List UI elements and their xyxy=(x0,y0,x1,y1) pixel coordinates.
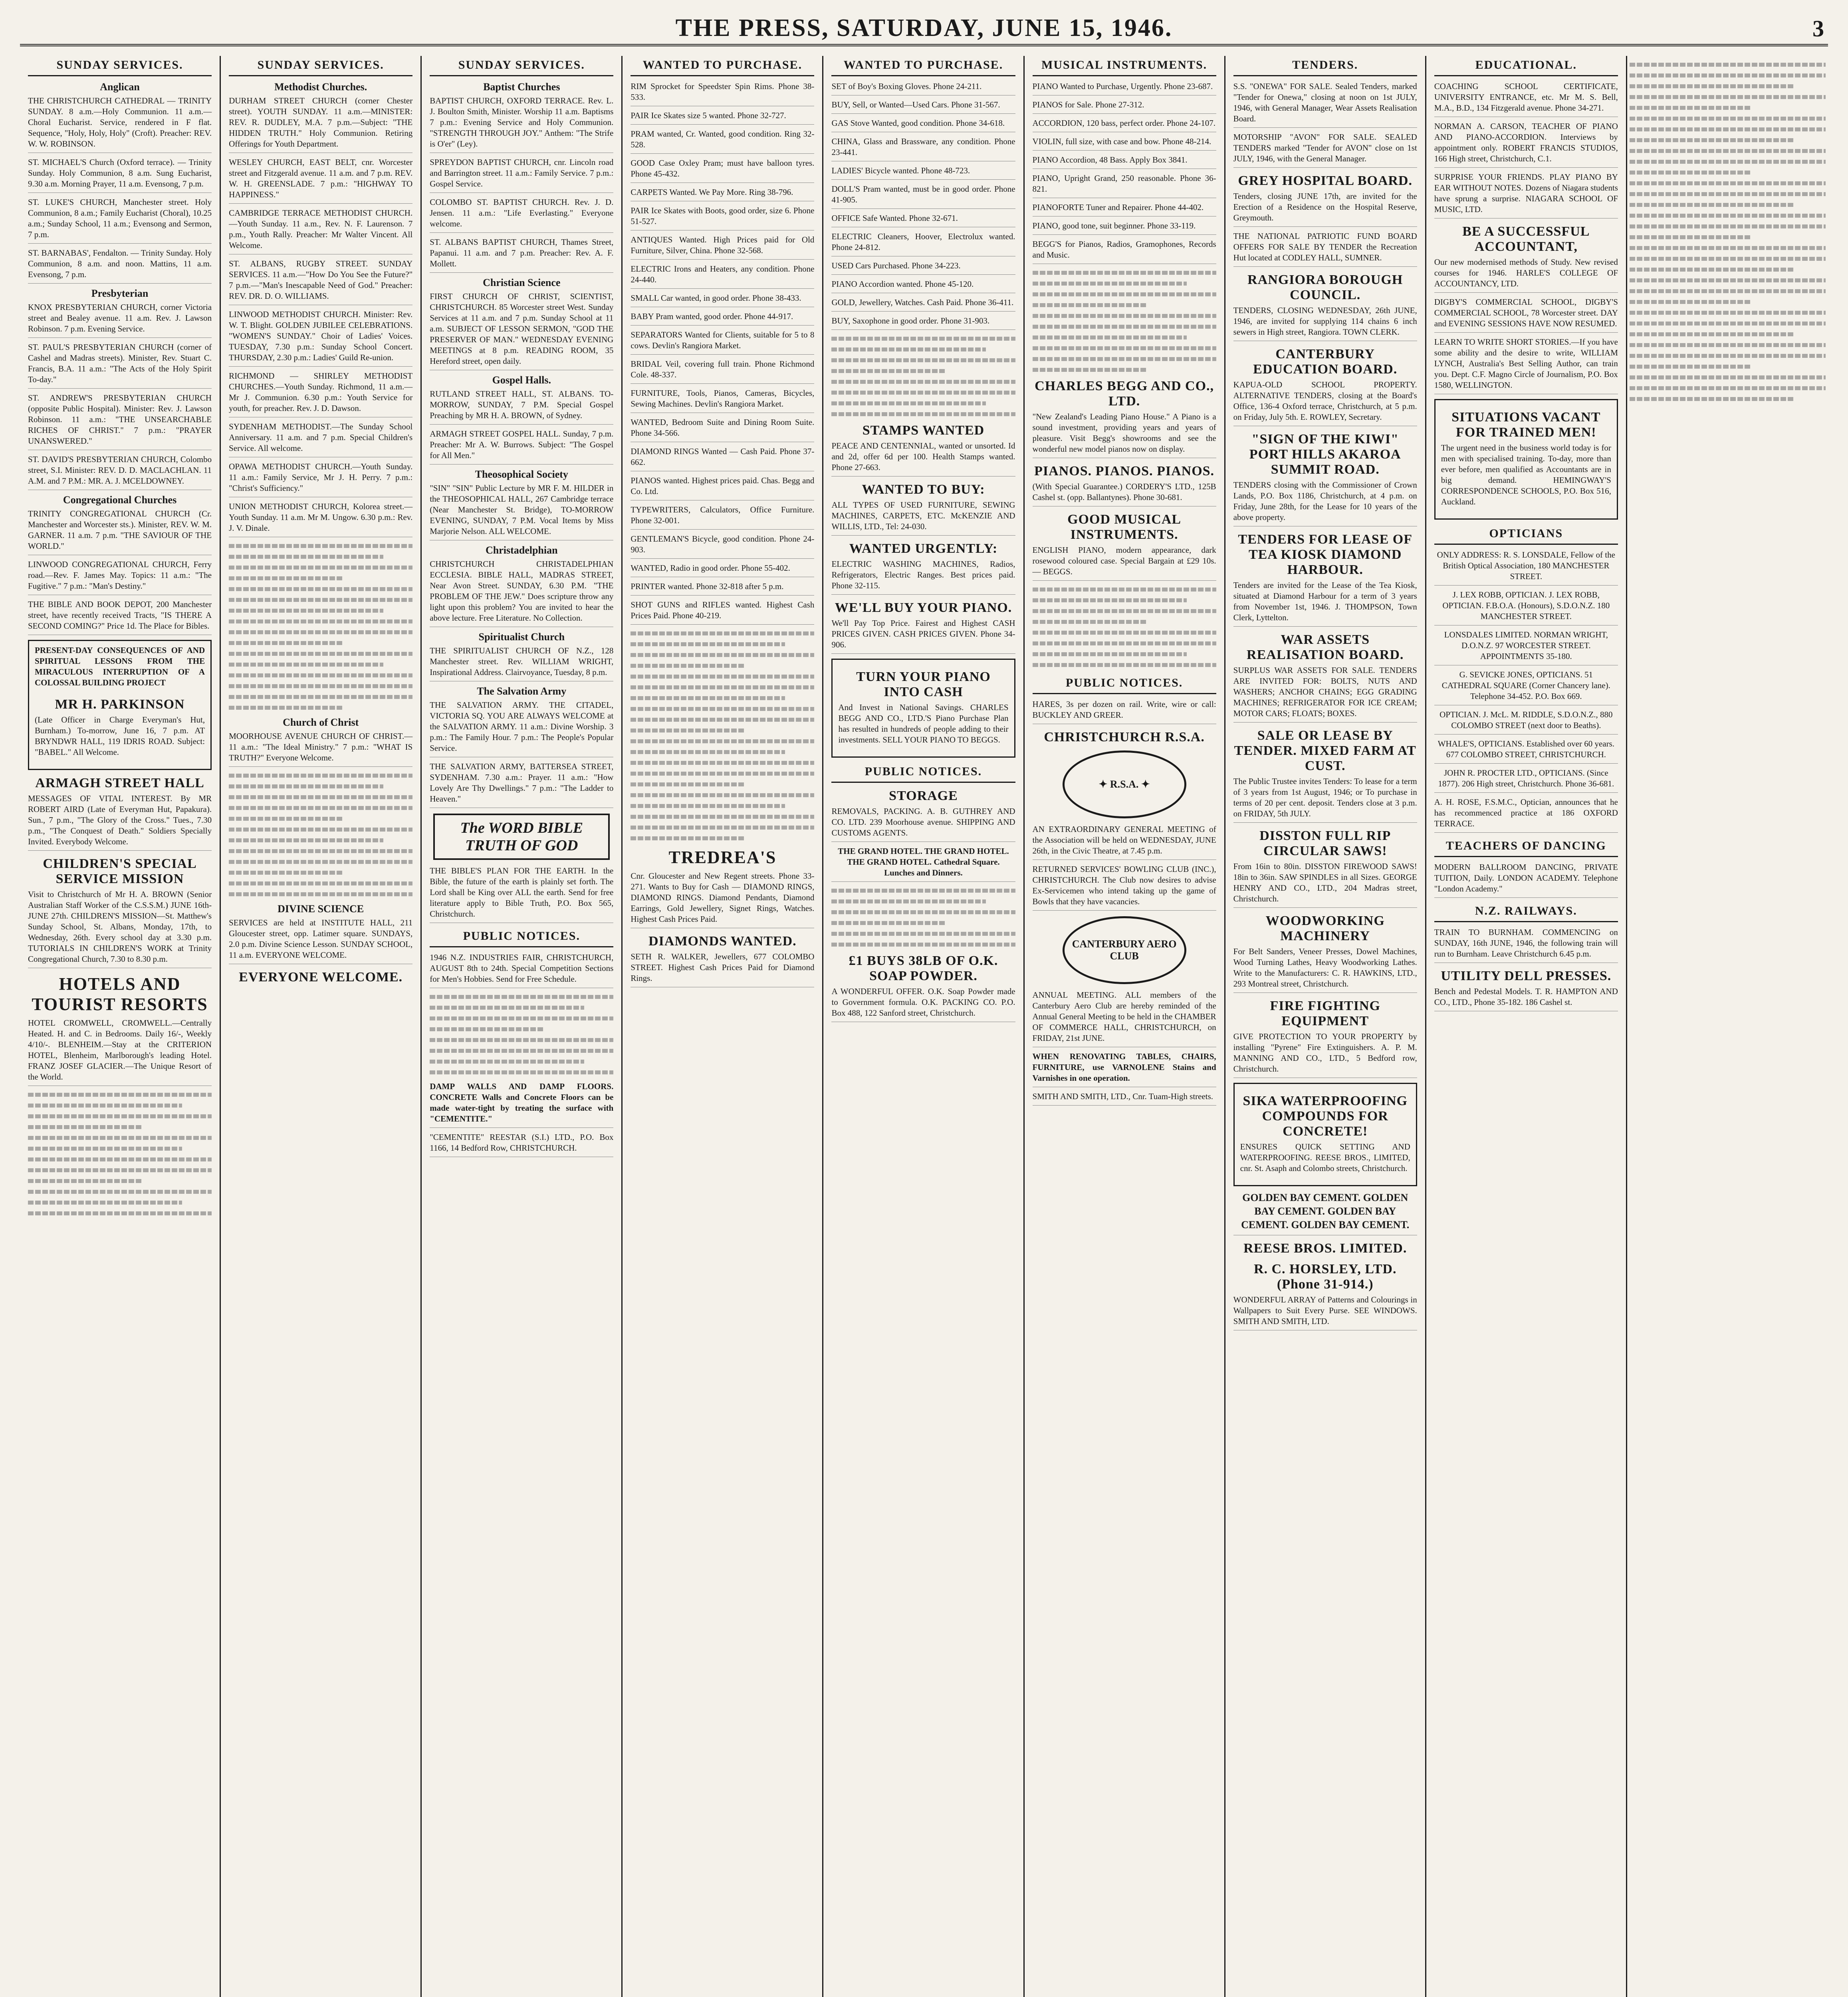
seth-walker-detail: SETH R. WALKER, Jewellers, 677 COLOMBO STREET. Highest Cash Prices Paid for Diamond Rings. xyxy=(631,951,814,987)
rsa-emblem-glyph: ✦ R.S.A. ✦ xyxy=(1098,778,1150,790)
childrens-mission-detail: Visit to Christchurch of Mr H. A. BROWN (Senior Australian Staff Worker of the C.S.S.M.) JUNE 16th-JUNE 27th. CHILDREN'S MISSION—St. Matthew's Sunday School, St. Albans, Monday, 17th, to Wednesday, 26th. Every school day at 3.30 p.m. TUTORIALS IN CHILDREN'S WORK at Trinity Congregational Church, 7.30 to 8.30 p.m. xyxy=(28,889,212,968)
classified-ad: ELECTRIC Irons and Heaters, any condition. Phone 24-440. xyxy=(631,264,814,289)
classified-ad: VIOLIN, full size, with case and bow. Phone 48-214. xyxy=(1033,136,1216,151)
pianos-detail: (With Special Guarantee.) CORDERY'S LTD., 125B Cashel st. (opp. Ballantynes). Phone 30-681. xyxy=(1033,481,1216,506)
rsa-general-meeting: AN EXTRAORDINARY GENERAL MEETING of the Association will be held on WEDNESDAY, JUNE 26th, in the Civic Theatre, at 7.45 p.m. xyxy=(1033,824,1216,860)
teachers-dancing-header: TEACHERS OF DANCING xyxy=(1434,837,1618,857)
notice-trinity-congregational: TRINITY CONGREGATIONAL CHURCH (Cr. Manchester and Worcester sts.). Minister, REV. W. M. GARNER. 11 a.m. 7 p.m. "THE SAVIOUR OF THE WORLD." xyxy=(28,508,212,555)
notice-rutland: RUTLAND STREET HALL, ST. ALBANS. TO-MORROW, SUNDAY, 7 P.M. Special Gospel Preaching by MR H. A. BROWN, of Sydney. xyxy=(430,389,613,425)
grand-hotel: THE GRAND HOTEL. THE GRAND HOTEL. THE GRAND HOTEL. Cathedral Square. Lunches and Dinners. xyxy=(831,846,1015,882)
notice-salvation-sydenham: THE SALVATION ARMY, BATTERSEA STREET, SYDENHAM. 7.30 a.m.: Prayer. 11 a.m.: "How Lovely Are Thy Dwellings." 7 p.m.: "The Ladder to Heaven." xyxy=(430,761,613,808)
page-number: 3 xyxy=(1812,16,1824,42)
notice-st-albans: ST. ALBANS, RUGBY STREET. SUNDAY SERVICES. 11 a.m.—"How Do You See the Future?" 7 p.m.—"Man's Inescapable Need of God." Preacher: REV. DR. D. O. WILLIAMS. xyxy=(229,258,412,305)
public-notices-header: PUBLIC NOTICES. xyxy=(831,762,1015,783)
war-assets-detail: SURPLUS WAR ASSETS FOR SALE. TENDERS ARE INVITED FOR: BOLTS, NUTS AND WASHERS; ANCHOR CHAINS; EGG GRADING MACHINES; REFRIGERATOR FOR ICE CREAM; MOTOR CARS; FLOATS; BOXES. xyxy=(1233,665,1417,723)
classified-ad: CHINA, Glass and Brassware, any condition. Phone 23-441. xyxy=(831,136,1015,161)
storage-detail: REMOVALS, PACKING. A. B. GUTHREY AND CO. LTD. 239 Moorhouse avenue. SHIPPING AND CUSTOMS AGENTS. xyxy=(831,806,1015,842)
storage-heading: STORAGE xyxy=(889,788,958,803)
fine-print xyxy=(831,889,1015,947)
parkinson-detail: (Late Officer in Charge Everyman's Hut, Burnham.) To-morrow, June 16, 7 p.m. AT BRYNDWR HALL, 119 IDRIS ROAD. Subject: "BABEL." All Welcome. xyxy=(35,715,205,757)
optician-riddle: OPTICIAN. J. McL. M. RIDDLE, S.D.O.N.Z., 880 COLOMBO STREET (next door to Beaths). xyxy=(1434,709,1618,734)
fine-print xyxy=(28,1093,212,1215)
sika-heading: SIKA WATERPROOFING COMPOUNDS FOR CONCRETE! xyxy=(1243,1094,1408,1139)
horsley: R. C. HORSLEY, LTD. (Phone 31-914.) xyxy=(1253,1262,1397,1292)
good-music-heading: GOOD MUSICAL INSTRUMENTS. xyxy=(1067,512,1182,542)
grey-hospital-detail: Tenders, closing JUNE 17th, are invited for the Erection of a Residence on the Hospital Reserve, Greymouth. xyxy=(1233,191,1417,227)
wanted-urgently-detail: ELECTRIC WASHING MACHINES, Radios, Refrigerators, Electric Ranges. Best prices paid. Phone 32-115. xyxy=(831,559,1015,595)
classified-ad: ACCORDION, 120 bass, perfect order. Phone 24-107. xyxy=(1033,118,1216,132)
disston-heading: DISSTON FULL RIP CIRCULAR SAWS! xyxy=(1259,828,1391,858)
column-3 xyxy=(422,56,623,1997)
notice-armagh-gospel: ARMAGH STREET GOSPEL HALL. Sunday, 7 p.m. Preacher: Mr A. W. Burrows. Subject: "The Gospel for All Men." xyxy=(430,429,613,465)
notice-christadelphian: CHRISTCHURCH CHRISTADELPHIAN ECCLESIA. BIBLE HALL, MADRAS STREET, Near Avon Street. SUNDAY, 6.30 P.M. "THE PROBLEM OF THE JEW." Does scripture throw any light upon this problem? You are invited to hear the above lecture. Free Literature. No Collection. xyxy=(430,559,613,627)
classified-ad: PAIR Ice Skates size 5 wanted. Phone 32-727. xyxy=(631,110,814,125)
notice-cementite: "CEMENTITE" REESTAR (S.I.) LTD., P.O. Box 1166, 14 Bedford Row, CHRISTCHURCH. xyxy=(430,1132,613,1157)
good-music-detail: ENGLISH PIANO, modern appearance, dark rosewood coloured case. Special Bargain at £29 10s. — BEGGS. xyxy=(1033,545,1216,581)
notice-cambridge: CAMBRIDGE TERRACE METHODIST CHURCH.—Youth Sunday. 11 a.m., Rev. N. F. Laurenson. 7 p.m., Youth Rally. Preacher: Mr Walter Vincent. All Welcome. xyxy=(229,208,412,254)
accountancy-detail: Our new modernised methods of Study. New revised courses for 1946. HARLE'S COLLEGE OF ACCOUNTANCY, LTD. xyxy=(1434,257,1618,293)
educational-carson: NORMAN A. CARSON, TEACHER OF PIANO AND PIANO-ACCORDION. Interviews by appointment only. ROBERT FRANCIS STUDIOS, 166 High street, Christchurch, C.1. xyxy=(1434,121,1618,168)
classified-ad: DIAMOND RINGS Wanted — Cash Paid. Phone 37-662. xyxy=(631,446,814,471)
column-1 xyxy=(20,56,221,1997)
pianos-heading: PIANOS. PIANOS. PIANOS. xyxy=(1034,464,1215,478)
section-header: WANTED TO PURCHASE. xyxy=(631,56,814,76)
optician-lonsdales-ltd: LONSDALES LIMITED. NORMAN WRIGHT, D.O.N.Z. 97 WORCESTER STREET. APPOINTMENTS 35-180. xyxy=(1434,629,1618,665)
classified-ad: PRINTER wanted. Phone 32-818 after 5 p.m. xyxy=(631,581,814,596)
section-heading-christian-science: Christian Science xyxy=(483,277,561,288)
golden-bay-cement: GOLDEN BAY CEMENT. GOLDEN BAY CEMENT. GOLDEN BAY CEMENT. GOLDEN BAY CEMENT. xyxy=(1233,1191,1417,1235)
classified-ad: PIANO, Upright Grand, 250 reasonable. Phone 36-821. xyxy=(1033,173,1216,198)
classified-ad: PIANO Accordion wanted. Phone 45-120. xyxy=(831,279,1015,293)
notice-bible-depot: THE BIBLE AND BOOK DEPOT, 200 Manchester street, have recently received Tracts, "IS THERE A SECOND COMING?" Price 1d. The Place for Bibles. xyxy=(28,599,212,635)
utility-heading: UTILITY DELL PRESSES. xyxy=(1441,969,1612,983)
notice-st-andrews: ST. ANDREW'S PRESBYTERIAN CHURCH (opposite Public Hospital). Minister: Rev. J. Lawson Robinson. 11 a.m.: "THE UNSEARCHABLE RICHES OF CHRIST." 7 p.m.: "PRAYER UNANSWERED." xyxy=(28,393,212,450)
turn-piano-detail: And Invest in National Savings. CHARLES BEGG AND CO., LTD.'S Piano Purchase Plan has resulted in hundreds of people adding to their investments. SELL YOUR PIANO TO BEGGS. xyxy=(838,703,1009,744)
tredreas-detail: Cnr. Gloucester and New Regent streets. Phone 33-271. Wants to Buy for Cash — DIAMOND RINGS, DIAMOND RINGS. Diamond Pendants, Diamond Earrings, Gold Jewellery, Signet Rings, Watches. Highest Cash Prices Paid. xyxy=(631,871,814,928)
classified-ad: BUY, Saxophone in good order. Phone 31-903. xyxy=(831,316,1015,330)
classified-ad: PIANO, good tone, suit beginner. Phone 33-119. xyxy=(1033,220,1216,235)
rangiora-heading: RANGIORA BOROUGH COUNCIL. xyxy=(1247,272,1403,302)
section-heading-gospel-halls: Gospel Halls. xyxy=(492,374,551,386)
tredreas-heading: TREDREA'S xyxy=(668,848,777,867)
notice-industries-fair: 1946 N.Z. INDUSTRIES FAIR, CHRISTCHURCH, AUGUST 8th to 24th. Special Competition Sections for Men's Hobbies. Send for Free Schedule. xyxy=(430,952,613,988)
masthead xyxy=(20,12,1828,46)
sign-of-kiwi-heading: "SIGN OF THE KIWI" PORT HILLS AKAROA SUMMIT ROAD. xyxy=(1249,432,1401,477)
section-heading-baptist: Baptist Churches xyxy=(483,81,560,93)
classified-ad: SMALL Car wanted, in good order. Phone 38-433. xyxy=(631,293,814,307)
notice-spiritualist: THE SPIRITUALIST CHURCH OF N.Z., 128 Manchester street. Rev. WILLIAM WRIGHT, Inspirational Address. Clairvoyance, Tuesday, 8 p.m. xyxy=(430,645,613,681)
hotels-detail: HOTEL CROMWELL, CROMWELL.—Centrally Heated. H. and C. in Bedrooms. Daily 16/-, Weekly 4/10/-. BLENHEIM.—Stay at the CRITERION HOTEL, Blenheim, Marlborough's leading Hotel. FRANZ JOSEF GLACIER.—The Unique Resort of the World. xyxy=(28,1018,212,1086)
tea-kiosk-heading: TENDERS FOR LEASE OF TEA KIOSK DIAMOND HARBOUR. xyxy=(1238,532,1412,577)
situations-vacant-ad xyxy=(1434,399,1618,520)
accountancy-heading: BE A SUCCESSFUL ACCOUNTANT, xyxy=(1462,224,1590,254)
classified-ad: CARPETS Wanted. We Pay More. Ring 38-796. xyxy=(631,187,814,201)
classified-ad: PAIR Ice Skates with Boots, good order, size 6. Phone 51-527. xyxy=(631,205,814,230)
section-heading-christadelphian: Christadelphian xyxy=(485,544,558,556)
wanted-urgently-heading: WANTED URGENTLY: xyxy=(849,541,998,556)
classified-ad: GENTLEMAN'S Bicycle, good condition. Phone 24-903. xyxy=(631,534,814,559)
classified-ad: LADIES' Bicycle wanted. Phone 48-723. xyxy=(831,165,1015,180)
fine-print xyxy=(229,774,412,896)
parkinson-ad xyxy=(28,640,212,770)
parkinson-heading: PRESENT-DAY CONSEQUENCES OF AND SPIRITUAL LESSONS FROM THE MIRACULOUS INTERRUPTION OF A COLOSSAL BUILDING PROJECT xyxy=(35,645,205,687)
rsa-heading: CHRISTCHURCH R.S.A. xyxy=(1044,730,1205,744)
opticians-header: OPTICIANS xyxy=(1434,524,1618,545)
column-2 xyxy=(221,56,422,1997)
notice-spreydon-baptist: SPREYDON BAPTIST CHURCH, cnr. Lincoln road and Barrington street. 11 a.m.: Family Service. 7 p.m.: Gospel Service. xyxy=(430,157,613,193)
section-header: SUNDAY SERVICES. xyxy=(229,56,412,76)
notice-bowling-club: RETURNED SERVICES' BOWLING CLUB (INC.), CHRISTCHURCH. The Club now desires to advise Ex-Servicemen who intend taking up the game of Bowls that they have vacancies. xyxy=(1033,864,1216,911)
turn-piano-ad xyxy=(831,659,1015,758)
classified-ad: SHOT GUNS and RIFLES wanted. Highest Cash Prices Paid. Phone 40-219. xyxy=(631,599,814,625)
educational-digby: DIGBY'S COMMERCIAL SCHOOL, DIGBY'S COMMERCIAL SCHOOL, 78 Worcester street. DAY and EVENING SESSIONS HAVE NOW RESUMED. xyxy=(1434,297,1618,333)
notice-wesley: WESLEY CHURCH, EAST BELT, cnr. Worcester street and Fitzgerald avenue. 11 a.m. and 7 p.m. REV. W. H. GREENSLADE. 7 p.m.: "HIGHWAY TO HAPPINESS." xyxy=(229,157,412,204)
reese-bros: REESE BROS. LIMITED. xyxy=(1243,1241,1407,1256)
woodworking-heading: WOODWORKING MACHINERY xyxy=(1265,913,1385,943)
classified-ad: DOLL'S Pram wanted, must be in good order. Phone 41-905. xyxy=(831,184,1015,209)
classified-ad: PRAM wanted, Cr. Wanted, good condition. Ring 32-528. xyxy=(631,129,814,154)
classified-ad: PIANOFORTE Tuner and Repairer. Phone 44-402. xyxy=(1033,202,1216,216)
armagh-heading: ARMAGH STREET HALL xyxy=(35,776,204,790)
notice-moorhouse: MOORHOUSE AVENUE CHURCH OF CHRIST.—11 a.m.: "The Ideal Ministry." 7 p.m.: "WHAT IS TRUTH?" Everyone Welcome. xyxy=(229,731,412,767)
column-5 xyxy=(823,56,1024,1997)
notice-sydenham: SYDENHAM METHODIST.—The Sunday School Anniversary. 11 a.m. and 7 p.m. Special Children's Service. All welcome. xyxy=(229,421,412,457)
fine-print xyxy=(631,631,814,840)
begg-heading: CHARLES BEGG AND CO., LTD. xyxy=(1035,379,1214,409)
sign-of-kiwi-detail: TENDERS closing with the Commissioner of Crown Lands, P.O. Box 1186, Christchurch, at 4 p.m. on Friday, June 28th, for the Lease for 10 years of the above property. xyxy=(1233,480,1417,526)
section-heading-church-of-christ: Church of Christ xyxy=(283,717,359,728)
public-notices-header: PUBLIC NOTICES. xyxy=(1033,674,1216,694)
classified-ad: FURNITURE, Tools, Pianos, Cameras, Bicycles, Sewing Machines. Devlin's Rangiora Market. xyxy=(631,388,814,413)
notice-hares: HARES, 3s per dozen on rail. Write, wire or call: BUCKLEY AND GREER. xyxy=(1033,699,1216,724)
fine-print xyxy=(1033,588,1216,667)
optician-sevicke-jones: G. SEVICKE JONES, OPTICIANS. 51 CATHEDRAL SQUARE (Corner Chancery lane). Telephone 34-452. P.O. Box 669. xyxy=(1434,669,1618,705)
notice-colombo-baptist: COLOMBO ST. BAPTIST CHURCH. Rev. J. D. Jensen. 11 a.m.: "Life Everlasting." Everyone welcome. xyxy=(430,197,613,233)
varnolene-heading: WHEN RENOVATING TABLES, CHAIRS, FURNITURE, use VARNOLENE Stains and Varnishes in one operation. xyxy=(1033,1051,1216,1087)
section-header: SUNDAY SERVICES. xyxy=(28,56,212,76)
sika-ad xyxy=(1233,1083,1417,1186)
armagh-detail: MESSAGES OF VITAL INTEREST. By MR ROBERT AIRD (Late of Everyman Hut, Papakura). Sun., 7 p.m., "The Glory of the Cross." Tues., 7.30 p.m., "The Conquest of Death." Soldiers Specially Invited. Everybody Welcome. xyxy=(28,793,212,851)
section-heading-methodist: Methodist Churches. xyxy=(274,81,367,93)
notice-st-albans-baptist: ST. ALBANS BAPTIST CHURCH, Thames Street, Papanui. 11 a.m. and 7 p.m. Preacher: Rev. A. F. Mollett. xyxy=(430,237,613,273)
stamps-wanted-heading: STAMPS WANTED xyxy=(862,423,985,438)
optician-rose: A. H. ROSE, F.S.M.C., Optician, announces that he has recommenced practice at 186 OXFORD TERRACE. xyxy=(1434,797,1618,833)
notice-damp-walls: DAMP WALLS AND DAMP FLOORS. CONCRETE Walls and Concrete Floors can be made water-tight by treating the surface with "CEMENTITE." xyxy=(430,1081,613,1128)
notice-linwood-congregational: LINWOOD CONGREGATIONAL CHURCH, Ferry road.—Rev. F. James May. Topics: 11 a.m.: "The Fugitive." 7 p.m.: "Man's Destiny." xyxy=(28,559,212,595)
classified-ad: WANTED, Bedroom Suite and Dining Room Suite. Phone 34-566. xyxy=(631,417,814,442)
turn-piano-heading: TURN YOUR PIANO INTO CASH xyxy=(856,669,991,699)
fine-print xyxy=(831,337,1015,416)
classified-ad: ANTIQUES Wanted. High Prices paid for Old Furniture, Silver, China. Phone 32-568. xyxy=(631,234,814,260)
wanted-to-buy-heading: WANTED TO BUY: xyxy=(862,482,985,497)
wanted-to-buy-detail: ALL TYPES OF USED FURNITURE, SEWING MACHINES, CARPETS, ETC. McKENZIE AND WILLIS, LTD., Tel: 24-030. xyxy=(831,500,1015,536)
notice-oxford-terrace-baptist: BAPTIST CHURCH, OXFORD TERRACE. Rev. L. J. Boulton Smith, Minister. Worship 11 a.m. Baptisms 7 p.m.: Evening Service and Holy Communion. "STRENGTH THROUGH JOY." Anthem: "The Strife is O'er" (Ley). xyxy=(430,95,613,153)
notice-richmond: RICHMOND — SHIRLEY METHODIST CHURCHES.—Youth Sunday. Richmond, 11 a.m.—Mr J. Communion. 6.30 p.m.: Youth Service for youth, for preacher. Rev. J. D. Dawson. xyxy=(229,371,412,417)
buy-piano-heading: WE'LL BUY YOUR PIANO. xyxy=(835,600,1012,615)
notice-st-barnabas: ST. BARNABAS', Fendalton. — Trinity Sunday. Holy Communion, 8 a.m. and noon. Mattins, 11 a.m. Evensong, 7 p.m. xyxy=(28,248,212,284)
varnolene-detail: SMITH AND SMITH, LTD., Cnr. Tuam-High streets. xyxy=(1033,1091,1216,1106)
classified-ad: PIANO Wanted to Purchase, Urgently. Phone 23-687. xyxy=(1033,81,1216,95)
notice-st-davids: ST. DAVID'S PRESBYTERIAN CHURCH, Colombo street, S.I. Minister: REV. D. D. MACLACHLAN. 11 A.M. and 7 P.M.: MR. A. J. MCELDOWNEY. xyxy=(28,454,212,490)
notice-theosophical: "SIN" "SIN" Public Lecture by MR F. M. HILDER in the THEOSOPHICAL HALL, 267 Cambridge terrace (Near Manchester St. Bridge), TO-MORROW EVENING, SUNDAY, 7 P.M. Vocal Items by Miss Marjorie Nelson. ALL WELCOME. xyxy=(430,483,613,540)
situations-heading: SITUATIONS VACANT FOR TRAINED MEN! xyxy=(1451,410,1601,440)
sika-detail: ENSURES QUICK SETTING AND WATERPROOFING. REESE BROS., LIMITED, cnr. St. Asaph and Colombo streets, Christchurch. xyxy=(1240,1142,1410,1173)
tender-national-patriotic: THE NATIONAL PATRIOTIC FUND BOARD OFFERS FOR SALE BY TENDER the Recreation Hut located at CODLEY HALL, SUMNER. xyxy=(1233,231,1417,267)
fine-print xyxy=(430,995,613,1074)
fine-print xyxy=(1630,63,1826,401)
aero-club-logo: CANTERBURY AERO CLUB xyxy=(1063,916,1186,984)
diamonds-wanted-heading: DIAMONDS WANTED. xyxy=(648,934,797,949)
classified-ad: BUY, Sell, or Wanted—Used Cars. Phone 31-567. xyxy=(831,99,1015,114)
notice-st-pauls: ST. PAUL'S PRESBYTERIAN CHURCH (corner of Cashel and Madras streets). Minister, Rev. Stuart C. Francis, B.A. 11 a.m.: "The Acts of the Holy Spirit To-day." xyxy=(28,342,212,389)
classified-ad: USED Cars Purchased. Phone 34-223. xyxy=(831,260,1015,275)
optician-procter: JOHN R. PROCTER LTD., OPTICIANS. (Since 1877). 206 High street, Christchurch. Phone 36-681. xyxy=(1434,768,1618,793)
classified-ad: SEPARATORS Wanted for Clients, suitable for 5 to 8 cows. Devlin's Rangiora Market. xyxy=(631,330,814,355)
section-heading-presbyterian: Presbyterian xyxy=(91,288,149,299)
optician-whales: WHALE'S, OPTICIANS. Established over 60 years. 677 COLOMBO STREET, CHRISTCHURCH. xyxy=(1434,738,1618,764)
classified-ad: WANTED, Radio in good order. Phone 55-402. xyxy=(631,563,814,577)
classified-ad: PIANOS wanted. Highest prices paid. Chas. Begg and Co. Ltd. xyxy=(631,475,814,500)
utility-detail: Bench and Pedestal Models. T. R. HAMPTON AND CO., LTD., Phone 35-182. 186 Cashel st. xyxy=(1434,986,1618,1011)
notice-st-michael: ST. MICHAEL'S Church (Oxford terrace). — Trinity Sunday. Holy Communion, 8 a.m. Sung Eucharist, 9.30 a.m. Morning Prayer, 11 a.m. Evensong, 7 p.m. xyxy=(28,157,212,193)
everyone-welcome: EVERYONE WELCOME. xyxy=(239,970,403,985)
ok-powder-detail: A WONDERFUL OFFER. O.K. Soap Powder made to Government formula. O.K. PACKING CO. P.O. Box 488, 122 Sanford street, Christchurch. xyxy=(831,986,1015,1022)
section-heading-anglican: Anglican xyxy=(100,81,140,93)
tender-avon: MOTORSHIP "AVON" FOR SALE. SEALED TENDERS marked "Tender for AVON" close on 1st JULY, 1946, with the General Manager. xyxy=(1233,132,1417,168)
classified-ad: TYPEWRITERS, Calculators, Office Furniture. Phone 32-001. xyxy=(631,504,814,530)
parkinson-speaker: MR H. PARKINSON xyxy=(55,697,185,712)
fine-print xyxy=(229,544,412,710)
stamps-detail: PEACE AND CENTENNIAL, wanted or unsorted. Id and 2d, offer 6d per 100. Health Stamps wanted. Phone 27-663. xyxy=(831,441,1015,476)
section-header: TENDERS. xyxy=(1233,56,1417,76)
rsa-emblem xyxy=(1063,750,1186,818)
notice-christian-science: FIRST CHURCH OF CHRIST, SCIENTIST, CHRISTCHURCH. 85 Worcester street West. Sunday Services at 11 a.m. and 7 p.m. Sunday School at 11 a.m. SUBJECT OF LESSON SERMON, "GOD THE PRESERVER OF MAN." WEDNESDAY EVENING MEETINGS at 8 p.m. READING ROOM, 35 Hereford street, open daily. xyxy=(430,291,613,370)
begg-detail: "New Zealand's Leading Piano House." A Piano is a sound investment, providing years and years of pleasure. Visit Begg's showrooms and see the wonderful new model pianos now on display. xyxy=(1033,411,1216,458)
classified-ad: PIANOS for Sale. Phone 27-312. xyxy=(1033,99,1216,114)
woodworking-detail: For Belt Sanders, Veneer Presses, Dowel Machines, Wood Turning Lathes, Heavy Woodworking Lathes. Write to the Manufacturers: C. R. HAWKINS, LTD., 293 Montreal street, Christchurch. xyxy=(1233,946,1417,993)
column-7 xyxy=(1225,56,1426,1997)
column-8 xyxy=(1426,56,1627,1997)
classified-ad: BABY Pram wanted, good order. Phone 44-917. xyxy=(631,311,814,326)
classified-ad: OFFICE Safe Wanted. Phone 32-671. xyxy=(831,213,1015,227)
war-assets-heading: WAR ASSETS REALISATION BOARD. xyxy=(1247,632,1404,662)
hotels-heading: HOTELS AND TOURIST RESORTS xyxy=(32,974,208,1014)
section-heading-congregational: Congregational Churches xyxy=(63,494,177,506)
column-4 xyxy=(623,56,823,1997)
nz-railways-header: N.Z. RAILWAYS. xyxy=(1434,902,1618,922)
mixed-farm-detail: The Public Trustee invites Tenders: To lease for a term of 3 years from 1st August, 1946; or To purchase in terms of 20 per cent. deposit. Tenders close at 3 p.m. on FRIDAY, 5th JULY. xyxy=(1233,776,1417,823)
classified-ad: GOLD, Jewellery, Watches. Cash Paid. Phone 36-411. xyxy=(831,297,1015,312)
section-heading-spiritualist: Spiritualist Church xyxy=(478,631,565,643)
rangiora-detail: TENDERS, CLOSING WEDNESDAY, 26th JUNE, 1946, are invited for supplying 114 chains 6 inch sewers in High street, Rangiora. TOWN CLERK. xyxy=(1233,305,1417,341)
classified-ad: RIM Sprocket for Speedster Spin Rims. Phone 38-533. xyxy=(631,81,814,106)
notice-cathedral: THE CHRISTCHURCH CATHEDRAL — TRINITY SUNDAY. 8 a.m.—Holy Communion. 11 a.m.—Choral Eucharist. Service, rendered in F flat. Sequence, "Holy, Holy, Holy" (Croft). Preacher: REV. W. W. ROBINSON. xyxy=(28,95,212,153)
notice-opawa: OPAWA METHODIST CHURCH.—Youth Sunday. 11 a.m.: Family Service, Mr J. H. Perry. 7 p.m.: "Christ's Sufficiency." xyxy=(229,461,412,497)
newspaper-title: THE PRESS, SATURDAY, JUNE 15, 1946. xyxy=(675,14,1173,42)
wallpaper-ad: WONDERFUL ARRAY of Patterns and Colourings in Wallpapers to Suit Every Purse. SEE WINDOWS. SMITH AND SMITH, LTD. xyxy=(1233,1294,1417,1330)
section-heading-salvation-army: The Salvation Army xyxy=(477,685,567,697)
column-6 xyxy=(1025,56,1225,1997)
buy-piano-detail: We'll Pay Top Price. Fairest and Highest CASH PRICES GIVEN. CASH PRICES GIVEN. Phone 34-906. xyxy=(831,618,1015,654)
section-header: EDUCATIONAL. xyxy=(1434,56,1618,76)
tea-kiosk-detail: Tenders are invited for the Lease of the Tea Kiosk, situated at Diamond Harbour for a term of 3 years from November 1st, 1946. J. THOMPSON, Town Clerk, Lyttelton. xyxy=(1233,580,1417,627)
classified-ad: SET of Boy's Boxing Gloves. Phone 24-211. xyxy=(831,81,1015,95)
teachers-dancing-detail: MODERN BALLROOM DANCING, PRIVATE TUITION, Daily. LONDON ACADEMY. Telephone "London Academy." xyxy=(1434,862,1618,898)
situations-detail: The urgent need in the business world today is for men with specialised training. To-day, more than ever before, men qualified as Accountants are in big demand. HEMINGWAY'S CORRESPONDENCE SCHOOLS, P.O. Box 516, Auckland. xyxy=(1441,443,1611,506)
classified-ad: GAS Stove Wanted, good condition. Phone 34-618. xyxy=(831,118,1015,132)
section-header: MUSICAL INSTRUMENTS. xyxy=(1033,56,1216,76)
notice-salvation-army: THE SALVATION ARMY. THE CITADEL, VICTORIA SQ. YOU ARE ALWAYS WELCOME at the SALVATION ARMY. 11 a.m.: Divine Worship. 3 p.m.: The Family Hour. 7 p.m.: The People's Popular Service. xyxy=(430,700,613,757)
notice-linwood-methodist: LINWOOD METHODIST CHURCH. Minister: Rev. W. T. Blight. GOLDEN JUBILEE CELEBRATIONS. "WOMEN'S SUNDAY." Choir of Ladies' Voices. TUESDAY, 7.30 p.m.: Sunday School Concert. THURSDAY, 2.30 p.m.: Ladies' Guild Re-union. xyxy=(229,309,412,367)
tender-onewa: S.S. "ONEWA" FOR SALE. Sealed Tenders, marked "Tender for Onewa," closing at noon on 1st JULY, 1946, with General Manager, Wear Assets Realisation Board. xyxy=(1233,81,1417,128)
optician-lonsdale: ONLY ADDRESS: R. S. LONSDALE, Fellow of the British Optical Association, 180 MANCHESTER STREET. xyxy=(1434,550,1618,586)
classified-ad: PIANO Accordion, 48 Bass. Apply Box 3841. xyxy=(1033,155,1216,169)
fire-fighting-detail: GIVE PROTECTION TO YOUR PROPERTY by installing "Pyrene" Fire Extinguishers. A. P. M. MANNING AND CO., LTD., 5 Bedford row, Christchurch. xyxy=(1233,1031,1417,1078)
childrens-mission-heading: CHILDREN'S SPECIAL SERVICE MISSION xyxy=(43,856,197,886)
columns xyxy=(20,56,1828,1997)
section-header: WANTED TO PURCHASE. xyxy=(831,56,1015,76)
classified-list xyxy=(631,81,814,625)
optician-lex-robb: J. LEX ROBB, OPTICIAN. J. LEX ROBB, OPTICIAN. F.B.O.A. (Honours), S.D.O.N.Z. 180 MANCHESTER STREET. xyxy=(1434,590,1618,625)
notice-bible-plan: THE BIBLE'S PLAN FOR THE EARTH. In the Bible, the future of the earth is plainly set forth. The Lord shall be King over ALL the earth. Send for free literature apply to Bible Truth, P.O. Box 565, Christchurch. xyxy=(430,865,613,923)
section-heading-divine-science: DIVINE SCIENCE xyxy=(278,903,364,915)
classified-ad: ELECTRIC Cleaners, Hoover, Electrolux wanted. Phone 24-812. xyxy=(831,231,1015,256)
fire-fighting-heading: FIRE FIGHTING EQUIPMENT xyxy=(1270,998,1380,1028)
notice-durham: DURHAM STREET CHURCH (corner Chester street). YOUTH SUNDAY. 11 a.m.—MINISTER: REV. R. DUDLEY, M.A. 7 p.m.—Subject: "THE HIDDEN TRUTH." Holy Communion. Retiring Offerings for Youth Department. xyxy=(229,95,412,153)
educational-niagara: SURPRISE YOUR FRIENDS. PLAY PIANO BY EAR WITHOUT NOTES. Dozens of Niagara students have sprung a surprise. NIAGARA SCHOOL OF MUSIC, LTD. xyxy=(1434,172,1618,218)
ok-powder-heading: £1 BUYS 38LB OF O.K. SOAP POWDER. xyxy=(849,953,998,983)
notice-divine-science: SERVICES are held at INSTITUTE HALL, 211 Gloucester street, opp. Latimer square. SUNDAYS, 2.0 p.m. Divine Science Lesson. SUNDAY SCHOOL, 11 a.m. EVERYONE WELCOME. xyxy=(229,917,412,964)
disston-detail: From 16in to 80in. DISSTON FIREWOOD SAWS! 18in to 36in. SAW SPINDLES in all Sizes. GEORGE HENRY AND CO., LTD., 204 Madras street, Christchurch. xyxy=(1233,861,1417,908)
notice-aero-club: ANNUAL MEETING. ALL members of the Canterbury Aero Club are hereby reminded of the Annual General Meeting to be held in the CHAMBER OF COMMERCE HALL, CHRISTCHURCH, on FRIDAY, 21st JUNE. xyxy=(1033,990,1216,1047)
classified-ad: GOOD Case Oxley Pram; must have balloon tyres. Phone 45-432. xyxy=(631,158,814,183)
mixed-farm-heading: SALE OR LEASE BY TENDER. MIXED FARM AT CUST. xyxy=(1234,728,1416,773)
educational-short-story: LEARN TO WRITE SHORT STORIES.—If you have some ability and the desire to write, WILLIAM LYNCH, Australia's Best Selling Author, can train you. Dept. C.F. Magno Circle of Journalism, P.O. Box 1580, WELLINGTON. xyxy=(1434,337,1618,394)
grey-hospital-heading: GREY HOSPITAL BOARD. xyxy=(1238,173,1412,188)
notice-knox: KNOX PRESBYTERIAN CHURCH, corner Victoria street and Bealey avenue. 11 a.m. Rev. J. Lawson Robinson. 7 p.m. Evening Service. xyxy=(28,302,212,338)
classified-ad: BRIDAL Veil, covering full train. Phone Richmond Cole. 48-337. xyxy=(631,359,814,384)
canterbury-education-heading: CANTERBURY EDUCATION BOARD. xyxy=(1253,347,1398,377)
word-bible-truth-logo: The WORD BIBLE TRUTH OF GOD xyxy=(433,814,610,860)
fine-print xyxy=(1033,271,1216,372)
notice-union: UNION METHODIST CHURCH, Kolorea street.—Youth Sunday. 11 a.m. Mr M. Ungow. 6.30 p.m.: Rev. J. V. Dinale. xyxy=(229,501,412,537)
public-notices-header: PUBLIC NOTICES. xyxy=(430,927,613,947)
section-header: SUNDAY SERVICES. xyxy=(430,56,613,76)
canterbury-education-detail: KAPUA-OLD SCHOOL PROPERTY. ALTERNATIVE TENDERS, closing at the Board's Office, 136-4 Oxford terrace, Christchurch, at 5 p.m. on Friday, July 5th. E. ROWLEY, Secretary. xyxy=(1233,379,1417,426)
column-9 xyxy=(1627,56,1828,1997)
educational-coaching: COACHING SCHOOL CERTIFICATE, UNIVERSITY ENTRANCE, etc. Mr M. S. Bell, M.A., B.D., 134 Fitzgerald avenue. Phone 34-271. xyxy=(1434,81,1618,117)
notice-st-lukes: ST. LUKE'S CHURCH, Manchester street. Holy Communion, 8 a.m.; Family Eucharist (Choral), 10.25 a.m.; Sunday School, 11 a.m.; Evensong and Sermon, 7 p.m. xyxy=(28,197,212,244)
nz-railways-detail: TRAIN TO BURNHAM. COMMENCING on SUNDAY, 16th JUNE, 1946, the following train will run to Burnham. Leave Christchurch 6.45 p.m. xyxy=(1434,927,1618,963)
section-heading-theosophical: Theosophical Society xyxy=(475,468,568,480)
classified-ad: BEGG'S for Pianos, Radios, Gramophones, Records and Music. xyxy=(1033,239,1216,264)
